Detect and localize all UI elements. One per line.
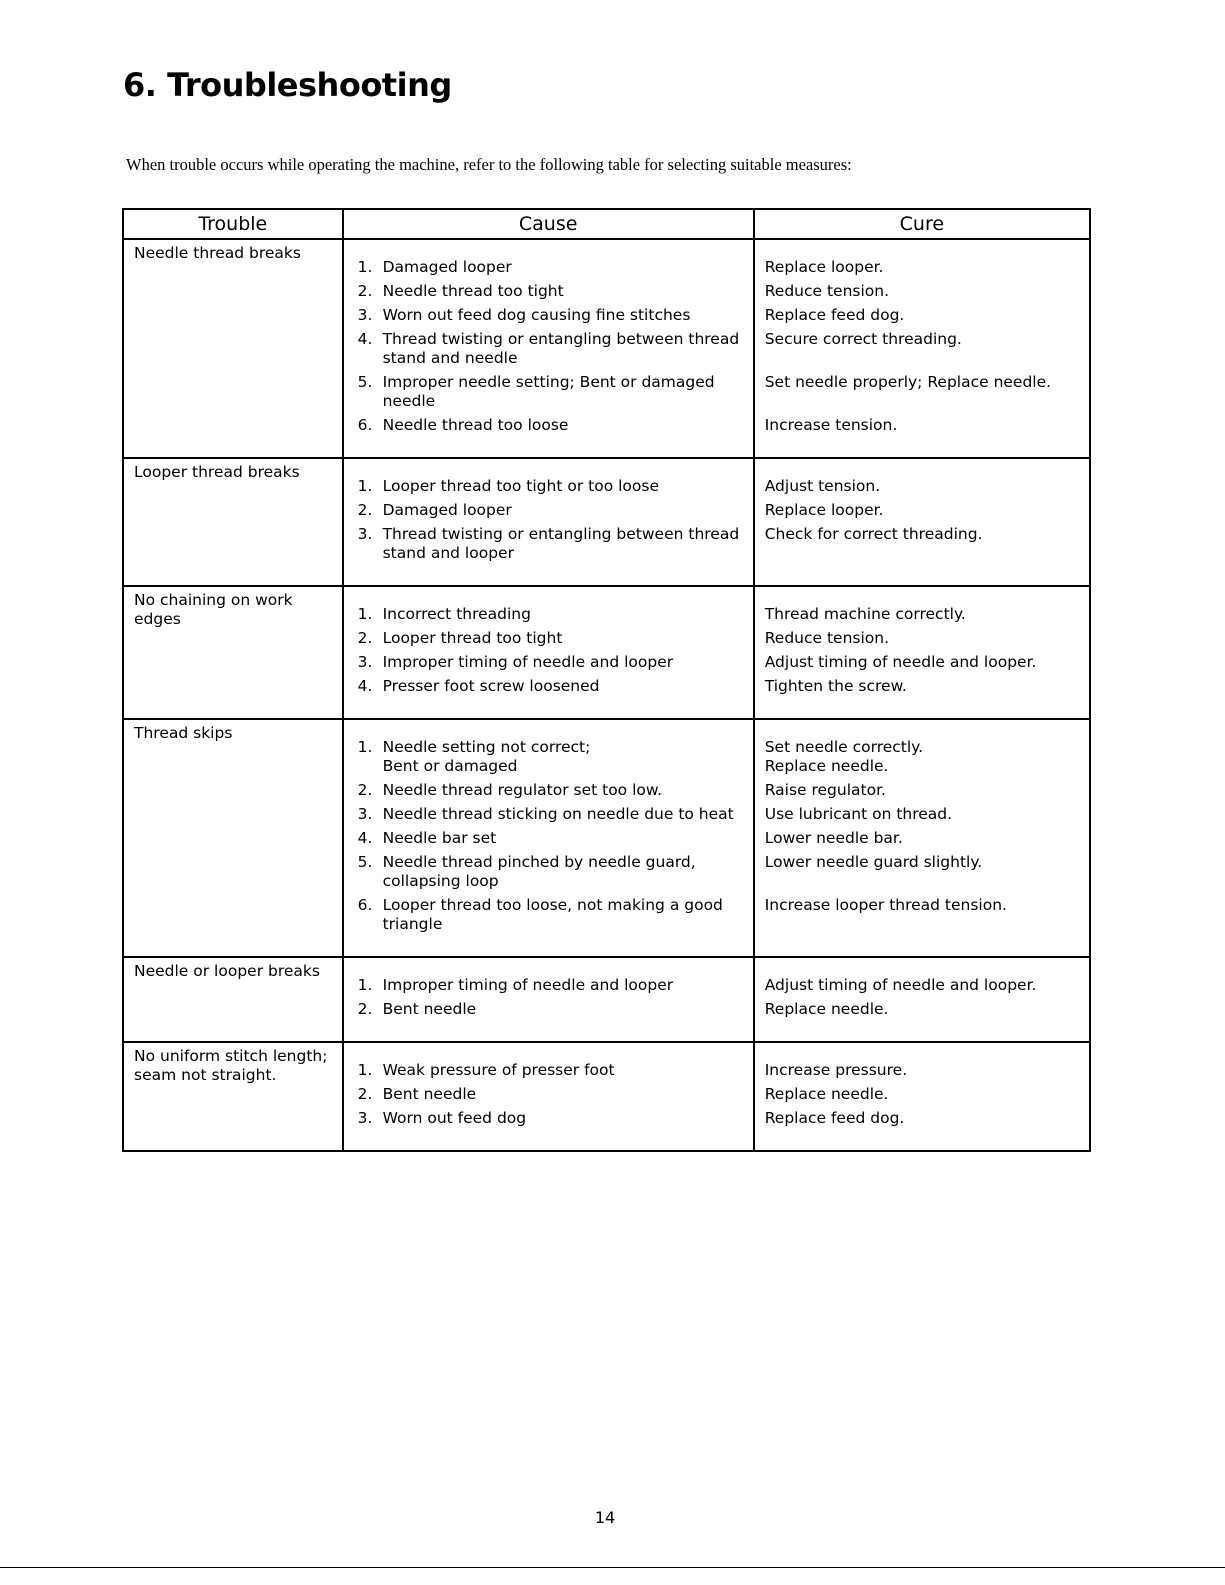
cause-item xyxy=(358,373,753,411)
cause-item xyxy=(358,653,753,672)
cause-text: Bent needle xyxy=(382,1085,477,1103)
table-row xyxy=(123,239,1090,458)
cure-item: Replace feed dog. xyxy=(764,1109,905,1127)
cause-item xyxy=(358,330,753,368)
cause-text: Looper thread too loose, not making a good triangle xyxy=(382,896,723,933)
cause-text: Needle thread regulator set too low. xyxy=(382,781,663,799)
trouble-cell: Thread skips xyxy=(123,719,343,957)
cause-item xyxy=(358,416,753,435)
cause-text: Damaged looper xyxy=(382,258,512,276)
table-header-row xyxy=(123,209,1090,239)
cause-number: 5. xyxy=(357,853,373,871)
cause-text: Needle thread pinched by needle guard, collapsing loop xyxy=(382,853,696,890)
trouble-cell: Needle or looper breaks xyxy=(123,957,343,1042)
trouble-cell: No chaining on work edges xyxy=(123,586,343,719)
cure-cell xyxy=(754,458,1090,586)
cause-text: Improper timing of needle and looper xyxy=(382,653,674,671)
cause-item xyxy=(358,629,753,648)
cause-text: Worn out feed dog causing fine stitches xyxy=(382,306,691,324)
cause-item xyxy=(358,829,753,848)
cause-text: Looper thread too tight or too loose xyxy=(382,477,659,495)
table-row xyxy=(123,458,1090,586)
table-row xyxy=(123,719,1090,957)
cause-item xyxy=(358,805,753,824)
cause-number: 1. xyxy=(357,258,373,276)
cause-number: 6. xyxy=(357,896,373,914)
cause-text: Weak pressure of presser foot xyxy=(382,1061,615,1079)
intro-text: When trouble occurs while operating the machine, refer to the following table for selecting suitable measures: xyxy=(126,155,852,174)
cause-item xyxy=(358,501,753,520)
cure-cell xyxy=(754,1042,1090,1151)
cause-text: Needle thread too loose xyxy=(382,416,569,434)
cause-number: 2. xyxy=(357,1000,373,1018)
cure-item: Replace feed dog. xyxy=(764,306,905,324)
bottom-rule xyxy=(0,1567,1225,1568)
cause-item xyxy=(358,1061,753,1080)
cure-item: Adjust tension. xyxy=(764,477,881,495)
cause-item xyxy=(358,677,753,696)
trouble-cell: No uniform stitch length; seam not straight. xyxy=(123,1042,343,1151)
cause-number: 1. xyxy=(357,477,373,495)
cause-number: 2. xyxy=(357,501,373,519)
cause-cell xyxy=(343,719,754,957)
cause-number: 1. xyxy=(357,605,373,623)
page-title: 6. Troubleshooting xyxy=(123,66,452,104)
cause-cell xyxy=(343,1042,754,1151)
cure-item: Set needle correctly. Replace needle. xyxy=(764,738,924,775)
cause-item xyxy=(358,853,753,891)
cause-text: Damaged looper xyxy=(382,501,512,519)
cause-number: 6. xyxy=(357,416,373,434)
cause-item xyxy=(358,1085,753,1104)
cause-text: Bent needle xyxy=(382,1000,477,1018)
cause-text: Looper thread too tight xyxy=(382,629,563,647)
cause-text: Needle thread sticking on needle due to heat xyxy=(382,805,734,823)
cure-item: Tighten the screw. xyxy=(764,677,907,695)
cause-number: 4. xyxy=(357,829,373,847)
cure-item: Raise regulator. xyxy=(764,781,886,799)
cause-text: Needle setting not correct; Bent or damaged xyxy=(382,738,591,775)
cure-item: Lower needle bar. xyxy=(764,829,903,847)
cure-item: Replace needle. xyxy=(764,1000,889,1018)
cause-text: Needle bar set xyxy=(382,829,497,847)
cause-item xyxy=(358,477,753,496)
cause-cell xyxy=(343,957,754,1042)
trouble-cell: Needle thread breaks xyxy=(123,239,343,458)
table-body xyxy=(123,239,1090,1151)
cure-item: Increase looper thread tension. xyxy=(764,896,1007,914)
cause-number: 1. xyxy=(357,1061,373,1079)
cause-item xyxy=(358,525,753,563)
header-cure: Cure xyxy=(754,209,1090,239)
cure-item: Reduce tension. xyxy=(764,629,890,647)
cause-item xyxy=(358,282,753,301)
cause-item xyxy=(358,1109,753,1128)
cause-cell xyxy=(343,586,754,719)
cure-item: Increase tension. xyxy=(764,416,898,434)
cause-number: 1. xyxy=(357,976,373,994)
cause-item xyxy=(358,976,753,995)
cause-number: 3. xyxy=(357,1109,373,1127)
cause-cell xyxy=(343,239,754,458)
cause-text: Presser foot screw loosened xyxy=(382,677,600,695)
cause-cell xyxy=(343,458,754,586)
cause-item xyxy=(358,258,753,277)
cause-number: 2. xyxy=(357,781,373,799)
cause-text: Improper timing of needle and looper xyxy=(382,976,674,994)
cure-item: Use lubricant on thread. xyxy=(764,805,953,823)
cause-text: Improper needle setting; Bent or damaged needle xyxy=(382,373,715,410)
header-trouble: Trouble xyxy=(123,209,343,239)
cure-item: Increase pressure. xyxy=(764,1061,908,1079)
cause-number: 2. xyxy=(357,282,373,300)
table-row xyxy=(123,1042,1090,1151)
cure-cell xyxy=(754,719,1090,957)
trouble-cell: Looper thread breaks xyxy=(123,458,343,586)
cure-cell xyxy=(754,586,1090,719)
page-number: 14 xyxy=(594,1508,616,1527)
cause-item xyxy=(358,605,753,624)
cause-number: 3. xyxy=(357,306,373,324)
cause-text: Worn out feed dog xyxy=(382,1109,527,1127)
cause-number: 4. xyxy=(357,677,373,695)
cause-number: 2. xyxy=(357,1085,373,1103)
cause-text: Incorrect threading xyxy=(382,605,531,623)
cause-item xyxy=(358,896,753,934)
cure-item: Secure correct threading. xyxy=(764,330,962,348)
cause-item xyxy=(358,781,753,800)
cause-item xyxy=(358,306,753,325)
cause-number: 3. xyxy=(357,653,373,671)
cause-number: 3. xyxy=(357,525,373,543)
cure-item: Replace needle. xyxy=(764,1085,889,1103)
cure-item: Replace looper. xyxy=(764,258,884,276)
cure-item: Lower needle guard slightly. xyxy=(764,853,983,871)
cure-item: Thread machine correctly. xyxy=(764,605,966,623)
table-row xyxy=(123,586,1090,719)
cause-number: 1. xyxy=(357,738,373,756)
cause-number: 2. xyxy=(357,629,373,647)
cure-item: Adjust timing of needle and looper. xyxy=(764,653,1037,671)
cure-item: Adjust timing of needle and looper. xyxy=(764,976,1037,994)
cause-text: Needle thread too tight xyxy=(382,282,564,300)
cause-text: Thread twisting or entangling between thread stand and needle xyxy=(382,330,740,367)
cure-item: Check for correct threading. xyxy=(764,525,983,543)
cause-text: Thread twisting or entangling between thread stand and looper xyxy=(382,525,740,562)
cause-number: 5. xyxy=(357,373,373,391)
cure-item: Reduce tension. xyxy=(764,282,890,300)
troubleshooting-table xyxy=(122,208,1091,1152)
cause-item xyxy=(358,738,753,776)
table-row xyxy=(123,957,1090,1042)
cause-item xyxy=(358,1000,753,1019)
cause-number: 4. xyxy=(357,330,373,348)
cure-item: Set needle properly; Replace needle. xyxy=(764,373,1052,391)
cure-cell xyxy=(754,957,1090,1042)
cure-cell xyxy=(754,239,1090,458)
header-cause: Cause xyxy=(343,209,754,239)
cure-item: Replace looper. xyxy=(764,501,884,519)
cause-number: 3. xyxy=(357,805,373,823)
